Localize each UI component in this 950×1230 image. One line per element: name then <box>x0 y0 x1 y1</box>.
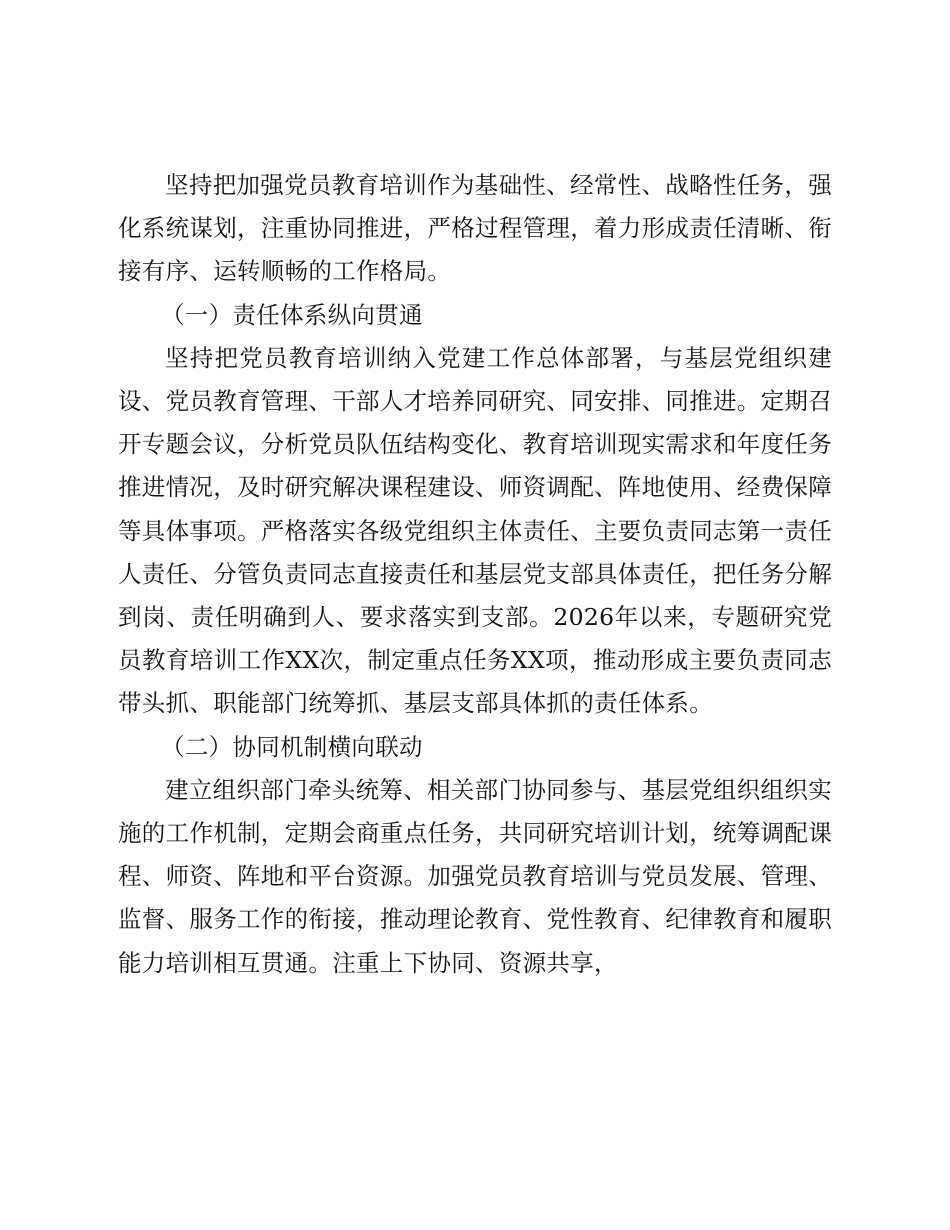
intro-paragraph: 坚持把加强党员教育培训作为基础性、经常性、战略性任务，强化系统谋划，注重协同推进，严格过程管理，着力形成责任清晰、衔接有序、运转顺畅的工作格局。 <box>118 171 832 286</box>
section-2-paragraph: 建立组织部门牵头统筹、相关部门协同参与、基层党组织组织实施的工作机制，定期会商重点任务，共同研究培训计划，统筹调配课程、师资、阵地和平台资源。加强党员教育培训与党员发展、管理、监督、服务工作的衔接，推动理论教育、党性教育、纪律教育和履职能力培训相互贯通。注重上下协同、资源共享， <box>118 775 832 977</box>
section-1-heading: （一）责任体系纵向贯通 <box>161 300 423 329</box>
section-1-paragraph: 坚持把党员教育培训纳入党建工作总体部署，与基层党组织建设、党员教育管理、干部人才培养同研究、同安排、同推进。定期召开专题会议，分析党员队伍结构变化、教育培训现实需求和年度任务推进情况，及时研究解决课程建设、师资调配、阵地使用、经费保障等具体事项。严格落实各级党组织主体责任、主要负责同志第一责任人责任、分管负责同志直接责任和基层党支部具体责任，把任务分解到岗、责任明确到人、要求落实到支部。2026年以来，专题研究党员教育培训工作XX次，制定重点任务XX项，推动形成主要负责同志带头抓、职能部门统筹抓、基层支部具体抓的责任体系。 <box>118 343 832 718</box>
document-body <box>118 164 832 985</box>
section-2-heading: （二）协同机制横向联动 <box>161 732 423 761</box>
